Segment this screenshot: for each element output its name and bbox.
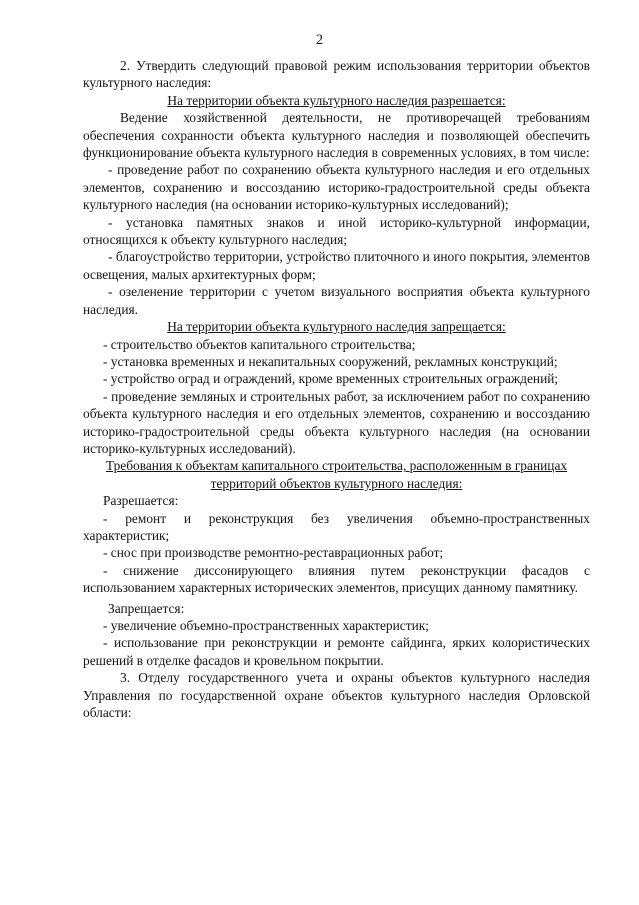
section-heading: На территории объекта культурного наследия разрешается: bbox=[167, 92, 506, 108]
page-number: 2 bbox=[315, 32, 324, 48]
paragraph: - увеличение объемно-пространственных характеристик; bbox=[103, 618, 429, 633]
paragraph: 2. Утвердить следующий правовой режим использования территории объектов культурного наследия: bbox=[83, 58, 590, 91]
paragraph: - использование при реконструкции и ремонте сайдинга, ярких колористических решений в отделке фасадов и кровельном покрытии. bbox=[83, 635, 590, 668]
paragraph: - благоустройство территории, устройство плиточного и иного покрытия, элементов освещения, малых архитектурных форм; bbox=[83, 249, 590, 282]
section-heading: На территории объекта культурного наследия запрещается: bbox=[167, 319, 506, 335]
paragraph: - установка временных и некапитальных сооружений, рекламных конструкций; bbox=[103, 353, 558, 369]
section-heading: Требования к объектам капитального строительства, расположенным в границах территорий объектов культурного наследия: bbox=[105, 458, 568, 491]
paragraph: - устройство оград и ограждений, кроме временных строительных ограждений; bbox=[103, 371, 559, 387]
paragraph: - озеленение территории с учетом визуального восприятия объекта культурного наследия. bbox=[83, 284, 590, 317]
paragraph: Запрещается: bbox=[108, 600, 185, 616]
paragraph: 3. Отделу государственного учета и охраны объектов культурного наследия Управления по государственной охране объектов культурного наследия Орловской области: bbox=[83, 670, 590, 721]
paragraph: - строительство объектов капитального строительства; bbox=[103, 336, 416, 352]
paragraph: - ремонт и реконструкция без увеличения объемно-пространственных характеристик; bbox=[83, 510, 590, 543]
document-body bbox=[83, 57, 590, 721]
paragraph: - проведение земляных и строительных работ, за исключением работ по сохранению объекта культурного наследия и его отдельных элементов, сохранению и воссозданию историко-градостроительной среды объекта культурного наследия (на основании историко-культурных исследований). bbox=[83, 388, 590, 456]
paragraph: - установка памятных знаков и иной историко-культурной информации, относящихся к объекту культурного наследия; bbox=[83, 214, 590, 248]
paragraph: - проведение работ по сохранению объекта культурного наследия и его отдельных элементов, сохранению и воссозданию историко-градостроительной среды объекта культурного наследия (на основании историко-культурных исследований); bbox=[83, 162, 590, 213]
paragraph: Ведение хозяйственной деятельности, не противоречащей требованиям обеспечения сохранности объекта культурного наследия и позволяющей обеспечить функционирование объекта культурного наследия в современных условиях, в том числе: bbox=[83, 110, 590, 161]
paragraph: Разрешается: bbox=[103, 493, 179, 509]
paragraph: - снос при производстве ремонтно-реставрационных работ; bbox=[103, 545, 444, 561]
paragraph: - снижение диссонирующего влияния путем реконструкции фасадов с использованием характерных исторических элементов, присущих данному памятнику. bbox=[83, 562, 590, 596]
